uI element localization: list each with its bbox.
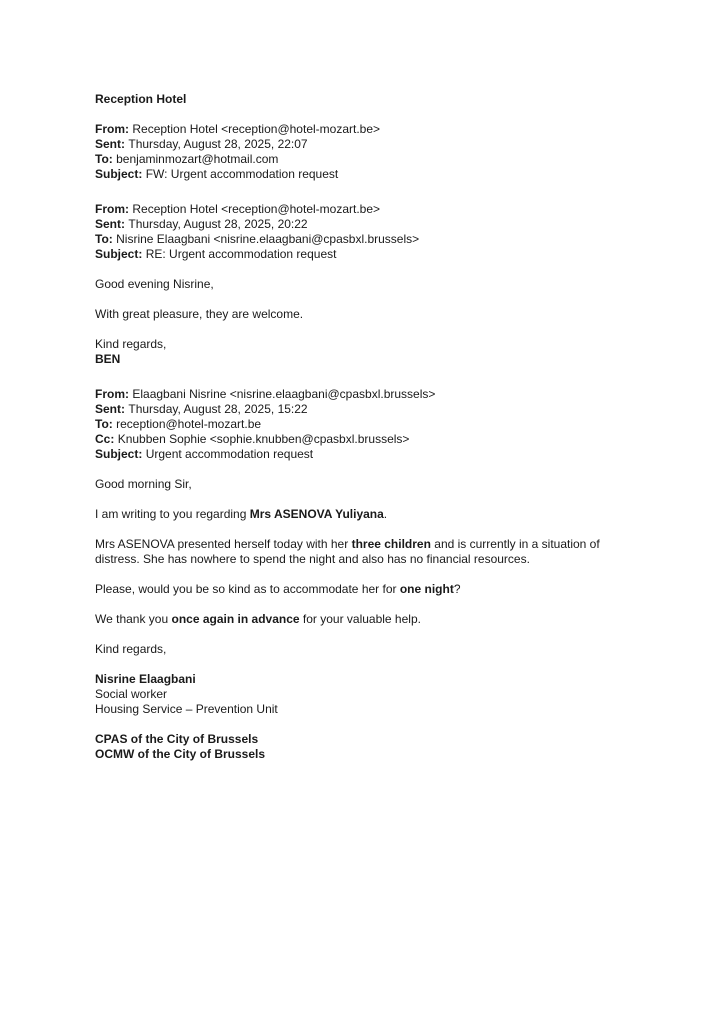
from-label: From:: [95, 202, 129, 216]
cc-value: Knubben Sophie <sophie.knubben@cpasbxl.brussels>: [117, 432, 410, 446]
sent-value: Thursday, August 28, 2025, 22:07: [128, 137, 308, 151]
paragraph-regarding: [95, 507, 617, 522]
header-line-sent: [95, 217, 617, 232]
paragraph-request: [95, 582, 617, 597]
organization-name-fr: CPAS of the City of Brussels: [95, 732, 259, 746]
paragraph-text: ?: [453, 582, 461, 596]
sent-label: Sent:: [95, 137, 125, 151]
closing-text: Kind regards,: [95, 337, 167, 351]
to-label: To:: [95, 417, 113, 431]
paragraph-text: and is currently in a situation of distress. She has nowhere to spend the night and also has no financial resources.: [95, 537, 600, 566]
closing-block: [95, 337, 617, 367]
subject-label: Subject:: [95, 447, 143, 461]
signoff-name: BEN: [95, 352, 121, 366]
header-line-sent: [95, 402, 617, 417]
header-line-to: [95, 232, 617, 247]
to-value: benjaminmozart@hotmail.com: [116, 152, 279, 166]
paragraph-thanks: [95, 612, 617, 627]
header-line-subject: [95, 167, 617, 182]
organization-name-nl: OCMW of the City of Brussels: [95, 747, 266, 761]
signature-role: Social worker: [95, 687, 168, 701]
sent-value: Thursday, August 28, 2025, 15:22: [128, 402, 308, 416]
subject-label: Subject:: [95, 167, 143, 181]
email-1-headers: [95, 122, 617, 182]
header-line-to: [95, 152, 617, 167]
header-line-to: [95, 417, 617, 432]
paragraph-text: We thank you: [95, 612, 172, 626]
header-line-subject: [95, 247, 617, 262]
subject-value: RE: Urgent accommodation request: [145, 247, 337, 261]
organization-block: [95, 732, 617, 762]
email-2-headers: [95, 202, 617, 262]
sent-value: Thursday, August 28, 2025, 20:22: [128, 217, 308, 231]
from-value: Reception Hotel <reception@hotel-mozart.be>: [132, 202, 381, 216]
subject-value: Urgent accommodation request: [145, 447, 314, 461]
header-line-from: [95, 387, 617, 402]
email-section-original-request: [95, 387, 617, 762]
highlight-children: three children: [351, 537, 431, 551]
to-label: To:: [95, 152, 113, 166]
subject-value: FW: Urgent accommodation request: [145, 167, 339, 181]
cc-label: Cc:: [95, 432, 115, 446]
paragraph-text: I am writing to you regarding: [95, 507, 250, 521]
signature-name: Nisrine Elaagbani: [95, 672, 196, 686]
closing-text: Kind regards,: [95, 642, 167, 656]
from-value: Reception Hotel <reception@hotel-mozart.be>: [132, 122, 381, 136]
highlight-thanks: once again in advance: [171, 612, 300, 626]
highlight-person-name: Mrs ASENOVA Yuliyana: [249, 507, 384, 521]
document-title: Reception Hotel: [95, 92, 187, 106]
email-section-reply: [95, 202, 617, 367]
paragraph-text: Mrs ASENOVA presented herself today with her: [95, 537, 352, 551]
email-3-headers: [95, 387, 617, 462]
header-line-cc: [95, 432, 617, 447]
to-value: Nisrine Elaagbani <nisrine.elaagbani@cpasbxl.brussels>: [116, 232, 420, 246]
to-label: To:: [95, 232, 113, 246]
sent-label: Sent:: [95, 217, 125, 231]
from-label: From:: [95, 387, 129, 401]
highlight-one-night: one night: [399, 582, 454, 596]
header-line-from: [95, 122, 617, 137]
header-line-sent: [95, 137, 617, 152]
header-line-subject: [95, 447, 617, 462]
paragraph-text: for your valuable help.: [299, 612, 421, 626]
header-line-from: [95, 202, 617, 217]
to-value: reception@hotel-mozart.be: [116, 417, 262, 431]
greeting-text: Good morning Sir,: [95, 477, 192, 491]
signature-department: Housing Service – Prevention Unit: [95, 702, 278, 716]
from-value: Elaagbani Nisrine <nisrine.elaagbani@cpasbxl.brussels>: [132, 387, 436, 401]
paragraph-situation: [95, 537, 617, 567]
from-label: From:: [95, 122, 129, 136]
message-text: With great pleasure, they are welcome.: [95, 307, 304, 321]
signature-block: [95, 672, 617, 717]
sent-label: Sent:: [95, 402, 125, 416]
paragraph-text: Please, would you be so kind as to accommodate her for: [95, 582, 400, 596]
greeting-text: Good evening Nisrine,: [95, 277, 214, 291]
paragraph-text: .: [383, 507, 388, 521]
email-section-forward: [95, 122, 617, 182]
subject-label: Subject:: [95, 247, 143, 261]
